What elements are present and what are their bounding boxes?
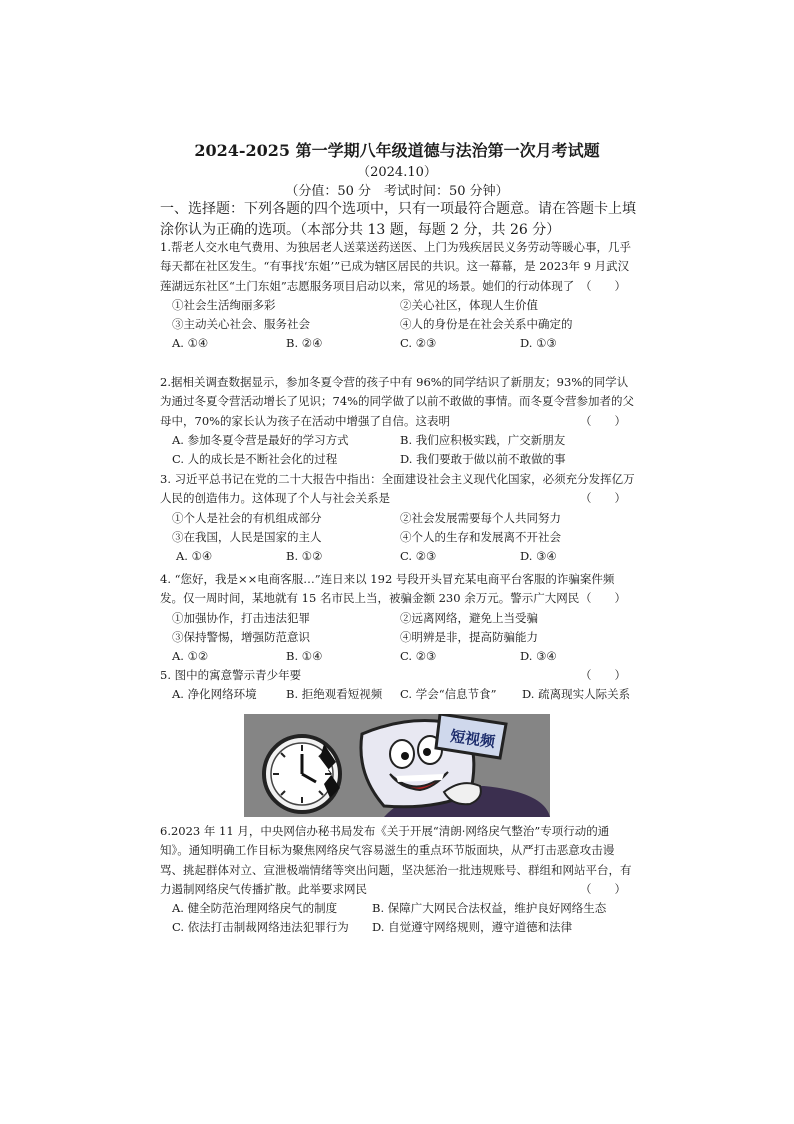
option-c: C. 依法打击制裁网络违法犯罪行为 <box>172 920 349 935</box>
statement: ③保持警惕，增强防范意识 <box>172 629 310 644</box>
question-stem: 5. 图中的寓意警示青少年要 <box>160 668 302 682</box>
option-row <box>160 918 636 937</box>
option-a: A. ①④ <box>176 549 213 564</box>
option-a: A. ①④ <box>172 336 209 351</box>
statement-row <box>160 628 636 647</box>
section-heading: 一、选择题：下列各题的四个选项中，只有一项最符合题意。请在答题卡上填涂你认为正确的选项。（本部分共 13 题，每题 2 分，共 26 分） <box>160 201 636 238</box>
answer-bracket: （ ） <box>580 881 626 896</box>
question-2 <box>160 373 636 469</box>
statement-row <box>160 509 636 528</box>
question-stem: 2.据相关调查数据显示，参加冬夏令营的孩子中有 96%的同学结识了新朋友；93%的同学认为通过冬夏令营活动增长了见识；74%的同学做了以前不敢做的事情。而冬夏令营参加者的父母中，70%的家长认为孩子在活动中增强了自信。这表明 <box>160 375 635 428</box>
option-b: B. ①④ <box>286 649 323 664</box>
cartoon-sign-text: 短视频 <box>449 727 497 752</box>
statement: ④人的身份是在社会关系中确定的 <box>400 317 573 332</box>
answer-bracket: （ ） <box>580 413 626 428</box>
option-b: B. 拒绝观看短视频 <box>286 687 383 702</box>
option-b: B. ①② <box>286 549 323 564</box>
exam-date: （2024.10） <box>357 165 437 180</box>
statement: ④明辨是非，提高防骗能力 <box>400 629 538 644</box>
cartoon-drawing <box>244 714 550 817</box>
option-row <box>160 899 636 918</box>
statement-row <box>160 296 636 315</box>
option-d: D. ①③ <box>520 336 557 351</box>
option-c: C. ②③ <box>400 549 437 564</box>
option-d: D. ③④ <box>520 649 557 664</box>
exam-title: 2024-2025 第一学期八年级道德与法治第一次月考试题 <box>194 141 600 160</box>
exam-meta: （分值：50 分 考试时间：50 分钟） <box>285 184 509 199</box>
question-stem: 4. “您好，我是××电商客服…”连日来以 192 号段开头冒充某电商平台客服的诈骗案件频发。仅一周时间，某地就有 15 名市民上当，被骗金额 230 余万元。警示广大网民 <box>160 572 615 606</box>
question-5 <box>160 666 636 705</box>
question-stem: 3. 习近平总书记在党的二十大报告中指出：全面建设社会主义现代化国家，必须充分发挥亿万人民的创造伟力。这体现了个人与社会关系是 <box>160 472 635 506</box>
option-d: D. 自觉遵守网络规则，遵守道德和法律 <box>372 920 573 935</box>
statement: ②远离网络，避免上当受骗 <box>400 610 538 625</box>
answer-bracket: （ ） <box>580 668 626 682</box>
option-b: B. 保障广大网民合法权益，维护良好网络生态 <box>372 901 607 916</box>
option-row <box>160 450 636 469</box>
question-stem: 1.帮老人交水电气费用、为独居老人送菜送药送医、上门为残疾居民义务劳动等暖心事，几乎每天都在社区发生。“有事找‘东姐’”已成为辖区居民的共识。这一幕幕，是 2023年 9 月武汉莲湖远东社区“土门东姐”志愿服务项目启动以来，常见的场景。她们的行动体现了 <box>160 240 631 293</box>
statement: ①加强协作，打击违法犯罪 <box>172 610 310 625</box>
question-3 <box>160 470 636 566</box>
option-c: C. ②③ <box>400 649 437 664</box>
statement: ①社会生活绚丽多彩 <box>172 297 276 312</box>
statement: ③在我国，人民是国家的主人 <box>172 529 322 544</box>
option-a: A. 净化网络环境 <box>172 687 257 702</box>
clock-icon <box>264 736 340 812</box>
option-c: C. 人的成长是不断社会化的过程 <box>172 452 338 467</box>
answer-bracket: （ ） <box>580 491 626 506</box>
statement: ②社会发展需要每个人共同努力 <box>400 510 561 525</box>
option-d: D. ③④ <box>520 549 557 564</box>
option-b: B. ②④ <box>286 336 323 351</box>
option-c: C. ②③ <box>400 336 437 351</box>
question-4 <box>160 570 636 666</box>
question-stem: 6.2023 年 11 月，中央网信办秘书局发布《关于开展“清朗·网络戾气整治”专项行动的通知》。通知明确工作目标为聚焦网络戾气容易滋生的重点环节版面块，从严打击恶意攻击谩骂、挑起群体对立、宣泄极端情绪等突出问题，坚决惩治一批违规账号、群组和网站平台，有力遏制网络戾气传播扩散。此举要求网民 <box>160 824 632 896</box>
option-row <box>160 647 636 666</box>
question-1 <box>160 238 636 354</box>
statement: ④个人的生存和发展离不开社会 <box>400 529 561 544</box>
statement: ①个人是社会的有机组成部分 <box>172 510 322 525</box>
option-a: A. 健全防范治理网络戾气的制度 <box>172 901 338 916</box>
option-row <box>160 547 636 566</box>
option-row <box>160 334 636 353</box>
cartoon-image <box>244 714 550 817</box>
statement-row <box>160 609 636 628</box>
answer-bracket: （ ） <box>580 591 626 606</box>
statement-row <box>160 528 636 547</box>
option-row <box>160 431 636 450</box>
option-a: A. ①② <box>172 649 209 664</box>
option-a: A. 参加冬夏令营是最好的学习方式 <box>172 432 349 447</box>
question-6 <box>160 822 636 938</box>
option-d: D. 我们要敢于做以前不敢做的事 <box>400 452 566 467</box>
option-d: D. 疏离现实人际关系 <box>522 687 631 702</box>
answer-bracket: （ ） <box>580 278 626 293</box>
statement: ②关心社区，体现人生价值 <box>400 297 538 312</box>
option-b: B. 我们应积极实践，广交新朋友 <box>400 432 566 447</box>
statement-row <box>160 315 636 334</box>
option-row <box>160 685 636 704</box>
option-c: C. 学会“信息节食” <box>400 687 497 702</box>
statement: ③主动关心社会、服务社会 <box>172 317 310 332</box>
